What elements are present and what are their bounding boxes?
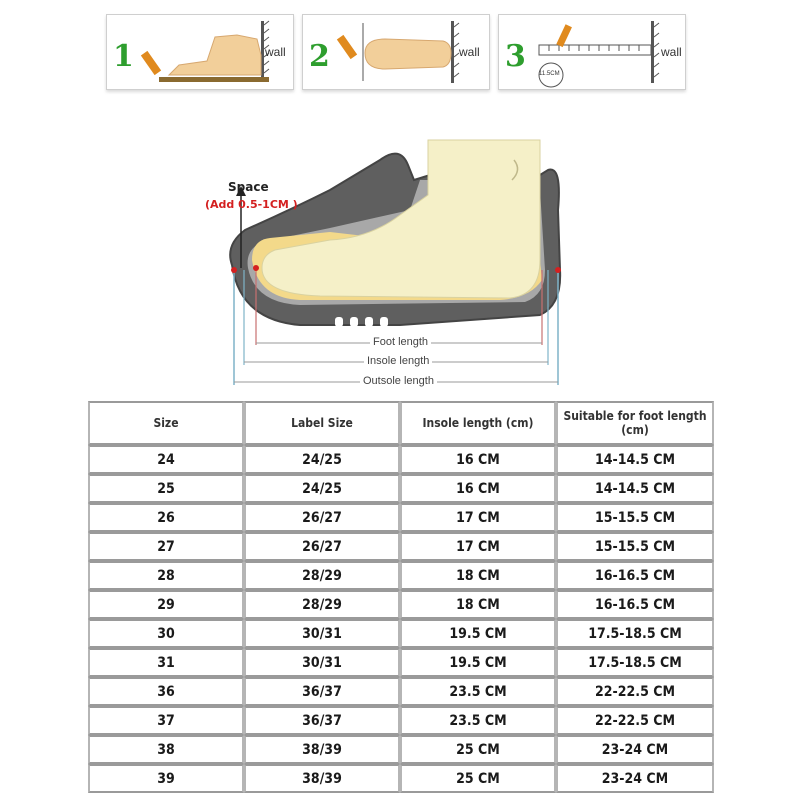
step-number: 2: [309, 39, 330, 74]
cell-size: 29: [88, 590, 244, 619]
cell-label-size: 24/25: [244, 474, 400, 503]
table-header-row: [88, 401, 714, 445]
cell-insole-length: 16 CM: [400, 445, 556, 474]
step-1-panel: [106, 14, 294, 90]
wall-label: wall: [661, 45, 682, 59]
cell-insole-length: 23.5 CM: [400, 677, 556, 706]
step-2-panel: [302, 14, 490, 90]
table-row: [88, 619, 714, 648]
cell-size: 36: [88, 677, 244, 706]
cell-insole-length: 23.5 CM: [400, 706, 556, 735]
table-row: [88, 677, 714, 706]
cell-insole-length: 17 CM: [400, 503, 556, 532]
step-3-illustration: [499, 15, 685, 89]
cell-foot-length: 16-16.5 CM: [556, 561, 714, 590]
table-row: [88, 764, 714, 793]
cell-label-size: 26/27: [244, 532, 400, 561]
cell-insole-length: 19.5 CM: [400, 619, 556, 648]
cell-foot-length: 14-14.5 CM: [556, 474, 714, 503]
cell-insole-length: 18 CM: [400, 561, 556, 590]
cell-label-size: 24/25: [244, 445, 400, 474]
cell-foot-length: 17.5-18.5 CM: [556, 619, 714, 648]
cell-size: 24: [88, 445, 244, 474]
size-chart-table: [88, 401, 714, 793]
insole-length-label: Insole length: [364, 355, 432, 367]
wall-label: wall: [265, 45, 286, 59]
cell-label-size: 38/39: [244, 735, 400, 764]
table-row: [88, 503, 714, 532]
wall-label: wall: [459, 45, 480, 59]
cell-insole-length: 17 CM: [400, 532, 556, 561]
cell-size: 30: [88, 619, 244, 648]
cell-label-size: 36/37: [244, 677, 400, 706]
header-foot-length: Suitable for foot length (cm): [556, 401, 714, 445]
foot-length-label: Foot length: [370, 336, 431, 348]
cell-size: 27: [88, 532, 244, 561]
table-row: [88, 532, 714, 561]
cell-size: 38: [88, 735, 244, 764]
header-insole-length: Insole length (cm): [400, 401, 556, 445]
cell-label-size: 38/39: [244, 764, 400, 793]
cell-foot-length: 22-22.5 CM: [556, 677, 714, 706]
cell-foot-length: 15-15.5 CM: [556, 532, 714, 561]
space-title: Space: [228, 180, 269, 194]
cell-label-size: 30/31: [244, 619, 400, 648]
cell-foot-length: 15-15.5 CM: [556, 503, 714, 532]
table-row: [88, 735, 714, 764]
cell-size: 37: [88, 706, 244, 735]
cell-foot-length: 23-24 CM: [556, 735, 714, 764]
outsole-length-label: Outsole length: [360, 375, 437, 387]
cell-foot-length: 22-22.5 CM: [556, 706, 714, 735]
step-number: 3: [505, 39, 526, 74]
cell-foot-length: 23-24 CM: [556, 764, 714, 793]
cell-label-size: 28/29: [244, 590, 400, 619]
step-number: 1: [113, 39, 134, 74]
table-row: [88, 474, 714, 503]
cell-size: 39: [88, 764, 244, 793]
cell-insole-length: 19.5 CM: [400, 648, 556, 677]
cell-label-size: 28/29: [244, 561, 400, 590]
table-row: [88, 706, 714, 735]
cell-insole-length: 25 CM: [400, 735, 556, 764]
cell-label-size: 30/31: [244, 648, 400, 677]
table-row: [88, 445, 714, 474]
cell-insole-length: 18 CM: [400, 590, 556, 619]
cell-foot-length: 17.5-18.5 CM: [556, 648, 714, 677]
table-body: [88, 445, 714, 793]
cell-insole-length: 16 CM: [400, 474, 556, 503]
cell-label-size: 26/27: [244, 503, 400, 532]
shoe-size-diagram: [0, 120, 800, 400]
header-label-size: Label Size: [244, 401, 400, 445]
cell-foot-length: 16-16.5 CM: [556, 590, 714, 619]
cell-size: 26: [88, 503, 244, 532]
cell-foot-length: 14-14.5 CM: [556, 445, 714, 474]
cell-size: 25: [88, 474, 244, 503]
table-row: [88, 561, 714, 590]
cell-size: 31: [88, 648, 244, 677]
header-size: Size: [88, 401, 244, 445]
cell-label-size: 36/37: [244, 706, 400, 735]
table-row: [88, 648, 714, 677]
table-row: [88, 590, 714, 619]
space-note: (Add 0.5-1CM ): [205, 198, 298, 211]
step-3-panel: [498, 14, 686, 90]
cell-size: 28: [88, 561, 244, 590]
measurement-steps: [106, 14, 688, 90]
ruler-readout: 11.5CM: [539, 71, 560, 77]
cell-insole-length: 25 CM: [400, 764, 556, 793]
